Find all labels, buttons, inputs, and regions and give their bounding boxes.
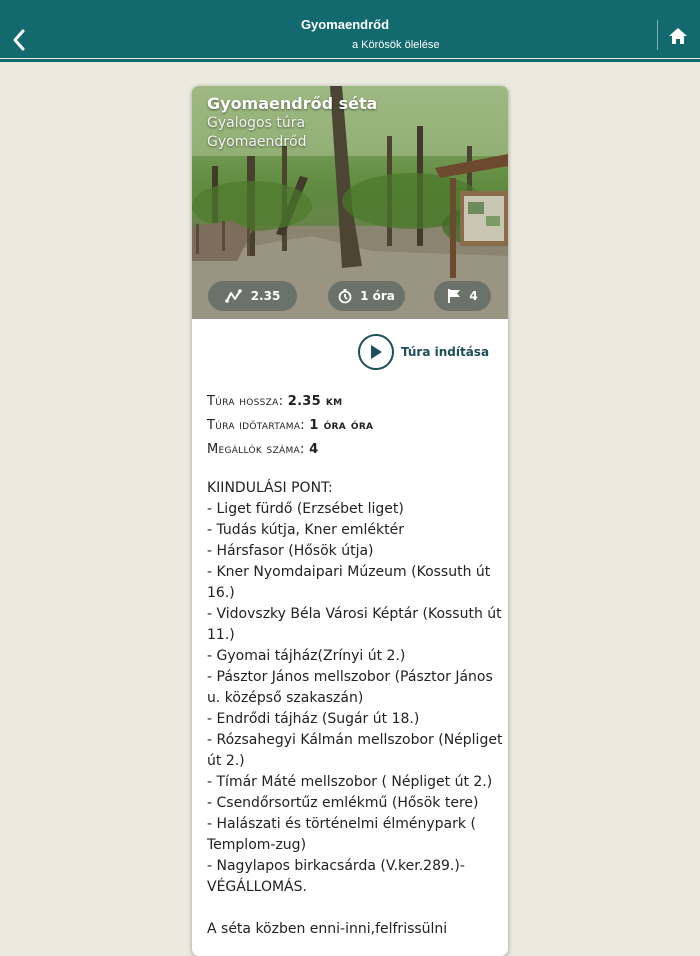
distance-badge (208, 281, 297, 311)
description-line: - Endrődi tájház (Sugár út 18.) (207, 711, 420, 727)
description-line: - Rózsahegyi Kálmán mellszobor (Népliget (207, 732, 503, 748)
description-line: - Halászati és történelmi élménypark ( (207, 816, 476, 832)
flag-icon (447, 288, 461, 304)
description-line: - Kner Nyomdaipari Múzeum (Kossuth út (207, 564, 491, 580)
description-line: - Gyomai tájház(Zrínyi út 2.) (207, 648, 406, 664)
tour-duration-label: Túra időtartama: (207, 418, 310, 433)
description-line: - Vidovszky Béla Városi Képtár (Kossuth út (207, 606, 502, 622)
duration-badge (328, 281, 405, 311)
tour-duration-row (207, 414, 497, 438)
tour-stops-row (207, 438, 497, 462)
start-tour-button[interactable] (358, 334, 489, 370)
tour-length-value: 2.35 km (287, 394, 343, 409)
tour-length-label: Túra hossza: (207, 394, 288, 409)
start-tour-label: Túra indítása (401, 345, 490, 359)
tour-image (192, 86, 508, 319)
distance-value: 2.35 (250, 289, 281, 303)
header-underline (0, 59, 700, 62)
tour-description (207, 478, 503, 940)
description-line: u. középső szakaszán) (207, 690, 364, 706)
description-line: - Nagylapos birkacsárda (V.ker.289.)- (207, 858, 465, 874)
tour-location: Gyomaendrőd (207, 134, 307, 150)
tour-stops-label: Megállók száma: (207, 442, 310, 457)
description-line: KIINDULÁSI PONT: (207, 480, 333, 496)
description-line: - Hársfasor (Hősök útja) (207, 543, 374, 559)
description-line: út 2.) (207, 753, 245, 769)
description-line: - Tudás kútja, Kner emléktér (207, 522, 405, 538)
tour-card (192, 86, 508, 956)
page-subtitle: a Körösök ölelése (352, 39, 440, 51)
tour-info (207, 390, 497, 462)
stops-value: 4 (469, 289, 478, 303)
back-button[interactable] (6, 20, 32, 60)
description-line: 16.) (207, 585, 235, 601)
tour-heading (207, 94, 377, 152)
top-bar (0, 0, 700, 58)
description-line: 11.) (207, 627, 235, 643)
tour-stops-value: 4 (309, 442, 319, 457)
stopwatch-icon (338, 288, 352, 304)
tour-title: Gyomaendrőd séta (207, 94, 378, 113)
duration-value: 1 óra (360, 289, 395, 303)
description-line: - Pásztor János mellszobor (Pásztor János (207, 669, 493, 685)
tour-duration-value: 1 óra óra (309, 418, 374, 433)
stops-badge (434, 281, 491, 311)
tour-length-row (207, 390, 497, 414)
header-divider (657, 20, 658, 50)
description-line: Templom-zug) (207, 837, 307, 853)
home-icon (666, 24, 690, 48)
route-icon (225, 288, 243, 304)
home-button[interactable] (666, 24, 690, 48)
play-icon (358, 334, 394, 370)
description-after: A séta közben enni-inni,felfrissülni (207, 921, 448, 937)
chevron-left-icon (11, 28, 27, 52)
description-line: - Tímár Máté mellszobor ( Népliget út 2.) (207, 774, 493, 790)
description-line: - Liget fürdő (Erzsébet liget) (207, 501, 404, 517)
description-line: - Csendőrsortűz emlékmű (Hősök tere) (207, 795, 479, 811)
description-line: VÉGÁLLOMÁS. (207, 879, 307, 895)
page-title: Gyomaendrőd (300, 17, 390, 32)
description-spacer (207, 898, 499, 919)
tour-type: Gyalogos túra (207, 115, 306, 131)
